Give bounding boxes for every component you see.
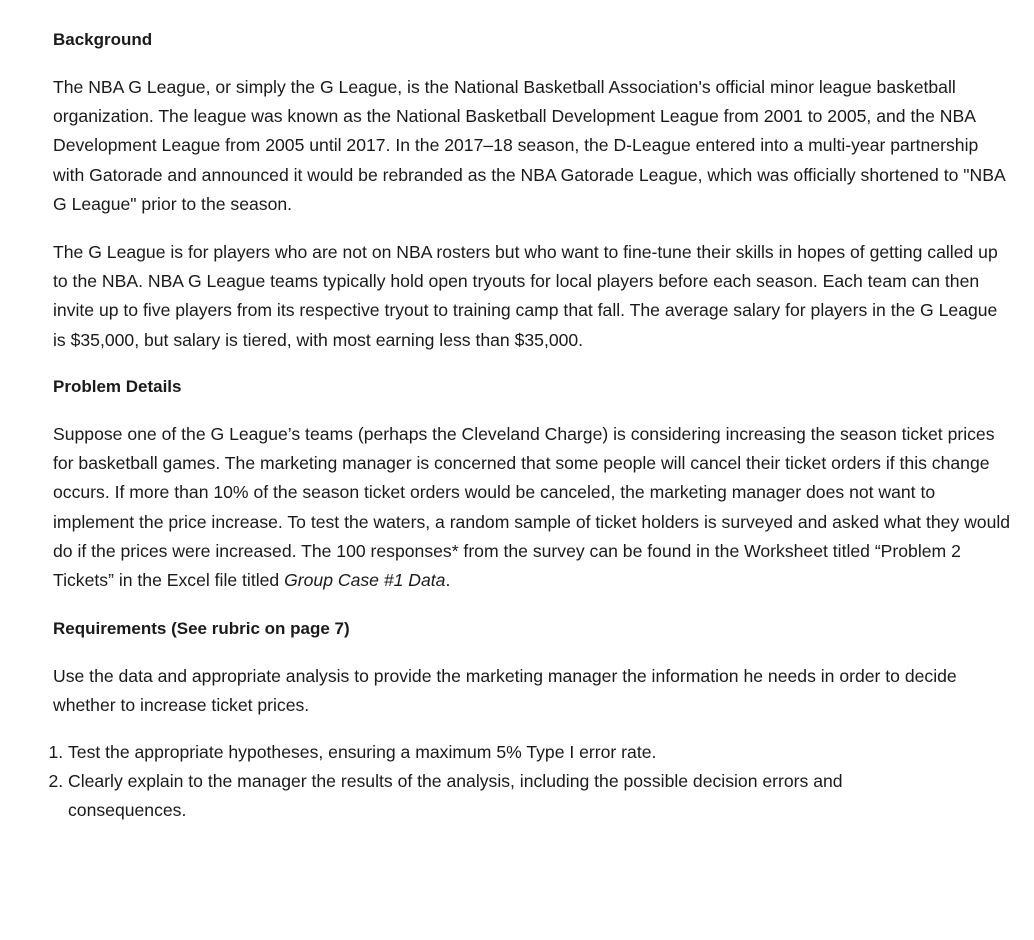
problem-details-end: . [445,570,451,591]
requirement-item: 1. Test the appropriate hypotheses, ensuring a maximum 5% Type I error rate. [68,738,958,767]
requirements-heading: Requirements (See rubric on page 7) [53,619,350,638]
requirements-list [32,738,958,826]
problem-details-text: Suppose one of the G League’s teams (perhaps the Cleveland Charge) is considering increasing the season ticket prices for basketball games. The marketing manager is concerned that some people will cancel their ticket orders if this change occurs. If more than 10% of the season ticket orders would be canceled, the marketing manager does not want to implement the price increase. To test the waters, a random sample of ticket holders is surveyed and asked what they would do if the prices were increased. The 100 responses* from the survey can be found in the Worksheet titled “Problem 2 Tickets” in the Excel file titled [53,424,1011,591]
background-paragraph-1: The NBA G League, or simply the G League, is the National Basketball Association's official minor league basketball organization. The league was known as the National Basketball Development League from 2001 to 2005, and the NBA Development League from 2005 until 2017. In the 2017–18 season, the D-League entered into a multi-year partnership with Gatorade and announced it would be rebranded as the NBA Gatorade League, which was officially shortened to "NBA G League" prior to the season. [53,77,1005,214]
problem-details-paragraph [53,420,1013,595]
requirements-intro: Use the data and appropriate analysis to provide the marketing manager the information he needs in order to decide whether to increase ticket prices. [53,666,957,716]
problem-details-heading: Problem Details [53,377,182,396]
background-heading: Background [53,30,153,49]
data-file-title: Group Case #1 Data [284,570,446,591]
requirement-item: 2. Clearly explain to the manager the results of the analysis, including the possible decision errors and consequences. [68,767,958,825]
background-paragraph-2: The G League is for players who are not on NBA rosters but who want to fine-tune their skills in hopes of getting called up to the NBA. NBA G League teams typically hold open tryouts for local players before each season. Each team can then invite up to five players from its respective tryout to training camp that fall. The average salary for players in the G League is $35,000, but salary is tiered, with most earning less than $35,000. [53,242,998,350]
